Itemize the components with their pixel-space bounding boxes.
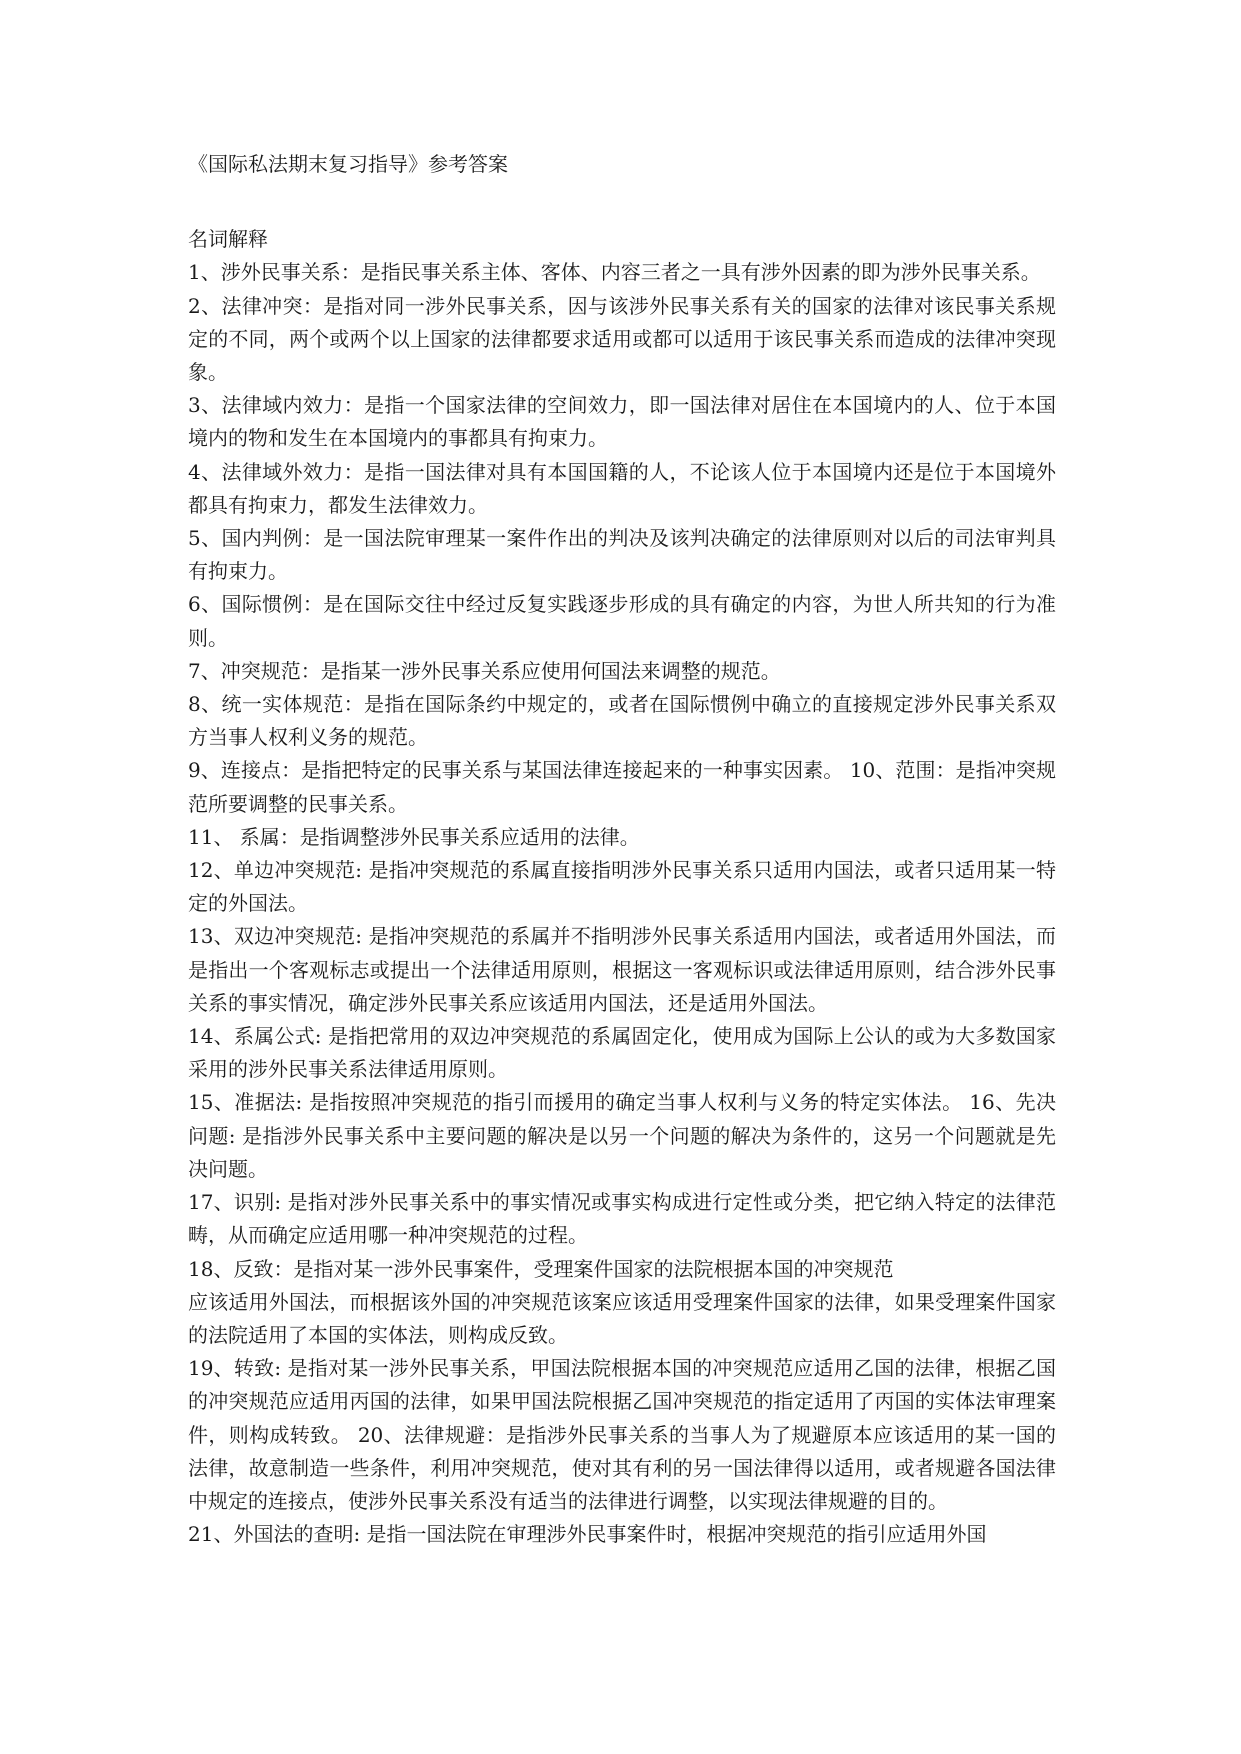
definition-entry: 1、涉外民事关系：是指民事关系主体、客体、内容三者之一具有涉外因素的即为涉外民事关系。	[188, 260, 1041, 285]
definition-entry: 19、转致: 是指对某一涉外民事关系，甲国法院根据本国的冲突规范应适用乙国的法律，根据乙国的冲突规范应适用丙国的法律，如果甲国法院根据乙国冲突规范的指定适用了丙国的实体法审理案件，则构成转致。 20、法律规避：是指涉外民事关系的当事人为了规避原本应该适用的某一国的法律，故意制造一些条件，利用冲突规范，使对其有利的另一国法律得以适用，或者规避各国法律中规定的连接点，使涉外民事关系没有适当的法律进行调整，以实现法律规避的目的。	[188, 1356, 1056, 1513]
section-heading: 名词解释	[188, 227, 268, 252]
definition-entry: 14、系属公式: 是指把常用的双边冲突规范的系属固定化，使用成为国际上公认的或为大多数国家采用的涉外民事关系法律适用原则。	[188, 1024, 1056, 1082]
definition-entry: 5、国内判例：是一国法院审理某一案件作出的判决及该判决确定的法律原则对以后的司法审判具有拘束力。	[188, 526, 1056, 584]
definition-entry: 12、单边冲突规范: 是指冲突规范的系属直接指明涉外民事关系只适用内国法，或者只适用某一特定的外国法。	[188, 858, 1056, 916]
document-title: 《国际私法期末复习指导》参考答案	[188, 152, 508, 176]
definition-list	[188, 256, 1056, 1551]
definition-entry: 13、双边冲突规范: 是指冲突规范的系属并不指明涉外民事关系适用内国法，或者适用外国法，而是指出一个客观标志或提出一个法律适用原则，根据这一客观标识或法律适用原则，结合涉外民事关系的事实情况，确定涉外民事关系应该适用内国法，还是适用外国法。	[188, 924, 1056, 1015]
definition-entry: 4、法律域外效力：是指一国法律对具有本国国籍的人，不论该人位于本国境内还是位于本国境外都具有拘束力，都发生法律效力。	[188, 459, 1056, 517]
definition-entry: 3、法律域内效力：是指一个国家法律的空间效力，即一国法律对居住在本国境内的人、位于本国境内的物和发生在本国境内的事都具有拘束力。	[188, 393, 1056, 451]
definition-entry: 7、冲突规范：是指某一涉外民事关系应使用何国法来调整的规范。	[188, 658, 781, 683]
definition-entry: 应该适用外国法，而根据该外国的冲突规范该案应该适用受理案件国家的法律，如果受理案件国家的法院适用了本国的实体法，则构成反致。	[188, 1289, 1056, 1347]
definition-entry: 9、连接点：是指把特定的民事关系与某国法律连接起来的一种事实因素。 10、范围：是指冲突规范所要调整的民事关系。	[188, 758, 1056, 816]
definition-entry: 21、外国法的查明: 是指一国法院在审理涉外民事案件时，根据冲突规范的指引应适用外国	[188, 1522, 987, 1547]
definition-entry: 15、准据法: 是指按照冲突规范的指引而援用的确定当事人权利与义务的特定实体法。 16、先决问题: 是指涉外民事关系中主要问题的解决是以另一个问题的解决为条件的，这另一个问题就是先决问题。	[188, 1090, 1056, 1181]
definition-entry: 17、识别: 是指对涉外民事关系中的事实情况或事实构成进行定性或分类，把它纳入特定的法律范畴，从而确定应适用哪一种冲突规范的过程。	[188, 1190, 1056, 1248]
definition-entry: 11、 系属：是指调整涉外民事关系应适用的法律。	[188, 824, 640, 849]
title-spacer	[188, 181, 1056, 223]
document-page	[188, 148, 1056, 1551]
definition-entry: 2、法律冲突：是指对同一涉外民事关系，因与该涉外民事关系有关的国家的法律对该民事关系规定的不同，两个或两个以上国家的法律都要求适用或都可以适用于该民事关系而造成的法律冲突现象。	[188, 293, 1056, 385]
definition-entry: 18、反致：是指对某一涉外民事案件，受理案件国家的法院根据本国的冲突规范	[188, 1256, 894, 1281]
definition-entry: 6、国际惯例：是在国际交往中经过反复实践逐步形成的具有确定的内容，为世人所共知的行为准则。	[188, 592, 1056, 650]
definition-entry: 8、统一实体规范：是指在国际条约中规定的，或者在国际惯例中确立的直接规定涉外民事关系双方当事人权利义务的规范。	[188, 692, 1056, 750]
